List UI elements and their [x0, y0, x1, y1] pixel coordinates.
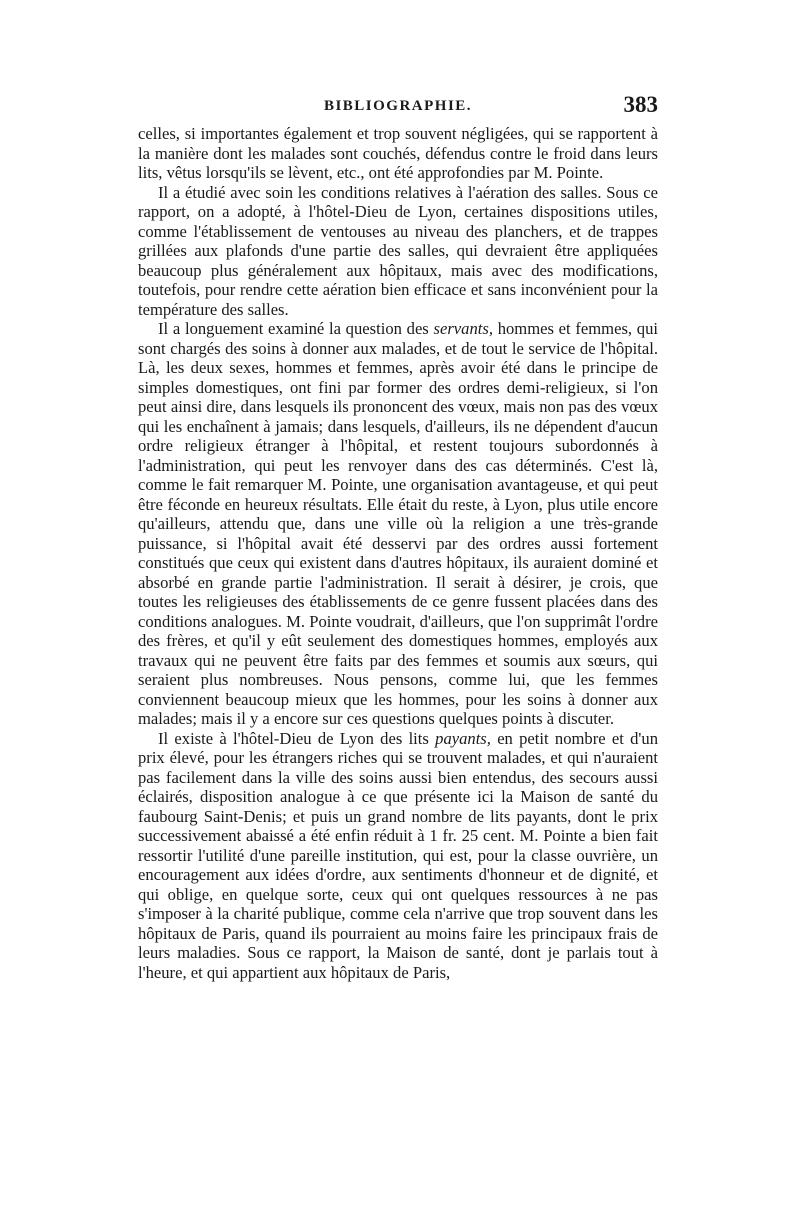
body-text [138, 124, 658, 982]
paragraph-2 [138, 183, 658, 320]
paragraph-1-text: celles, si importantes également et trop souvent négligées, qui se rapportent à la manière dont les malades sont couchés, défendus contre le froid dans leurs lits, vêtus lorsqu'ils se lèvent, etc., ont été approfondies par M. Pointe. [138, 124, 658, 182]
italic-term-servants: servants, [433, 319, 493, 338]
paragraph-3-text-b: hommes et femmes, qui sont chargés des soins à donner aux malades, et de tout le service de l'hôpital. Là, les deux sexes, hommes et femmes, après avoir été dans le principe de simples domestiques, ont fini par former des ordres demi-religieux, si l'on peut ainsi dire, dans lesquels ils prononcent des vœux, mais non pas des vœux qui les enchaînent à jamais; dans lesquels, d'ailleurs, ils ne dépendent d'aucun ordre religieux étranger à l'hôpital, et restent toujours subordonnés à l'administration, qui peut les renvoyer dans des cas déterminés. C'est là, comme le fait remarquer M. Pointe, une organisation avantageuse, et qui peut être féconde en heureux résultats. Elle était du reste, à Lyon, plus utile encore qu'ailleurs, attendu que, dans une ville où la religion a une très-grande puissance, si l'hôpital avait été desservi par des ordres aussi fortement constitués que ceux qui existent dans d'autres hôpitaux, ils auraient dominé et absorbé en grande partie l'administration. Il serait à désirer, je crois, que toutes les religieuses des établissements de ce genre fussent placées dans des conditions analogues. M. Pointe voudrait, d'ailleurs, que l'on supprimât l'ordre des frères, et qu'il y eût seulement des domestiques hommes, employés aux travaux qui ne peuvent être faits par des femmes et soumis aux sœurs, qui seraient plus nombreuses. Nous pensons, comme lui, que les femmes conviennent beaucoup mieux que les hommes, pour les soins à donner aux malades; mais il y a encore sur ces questions quelques points à discuter. [138, 319, 658, 728]
paragraph-4-text-b: en petit nombre et d'un prix élevé, pour les étrangers riches qui se trouvent malades, et qui n'auraient pas facilement dans la ville des soins aussi bien entendus, des secours aussi éclairés, disposition analogue à ce que présente ici la Maison de santé du faubourg Saint-Denis; et puis un grand nombre de lits payants, dont le prix successivement abaissé a été enfin réduit à 1 fr. 25 cent. M. Pointe a bien fait ressortir l'utilité d'une pareille institution, qui est, pour la classe ouvrière, un encouragement aux idées d'ordre, aux sentiments d'honneur et de dignité, et qui oblige, en quelque sorte, ceux qui ont quelques ressources à ne pas s'imposer à la charité publique, comme cela n'arrive que trop souvent dans les hôpitaux de Paris, quand ils pourraient au moins faire les principaux frais de leurs maladies. Sous ce rapport, la Maison de santé, dont je parlais tout à l'heure, et qui appartient aux hôpitaux de Paris, [138, 728, 658, 982]
page-header [138, 92, 658, 122]
paragraph-1 [138, 124, 658, 183]
paragraph-3-text-a: Il a longuement examiné la question des [158, 319, 434, 338]
paragraph-4-text-a: Il existe à l'hôtel-Dieu de Lyon des lits [158, 728, 436, 748]
paragraph-2-text: Il a étudié avec soin les conditions relatives à l'aération des salles. Sous ce rapport, on a adopté, à l'hôtel-Dieu de Lyon, certaines dispositions utiles, comme l'établissement de ventouses au niveau des planchers, et de trappes grillées aux plafonds d'une partie des salles, qui devraient être appliquées beaucoup plus généralement aux hôpitaux, mais avec des modifications, toutefois, pour rendre cette aération bien efficace et sans inconvénient pour la température des salles. [138, 182, 658, 319]
italic-term-payants: payants, [435, 728, 491, 748]
paragraph-4 [138, 729, 658, 983]
page-number: 383 [623, 92, 658, 117]
paragraph-3 [138, 319, 658, 729]
running-title: BIBLIOGRAPHIE. [323, 98, 473, 114]
